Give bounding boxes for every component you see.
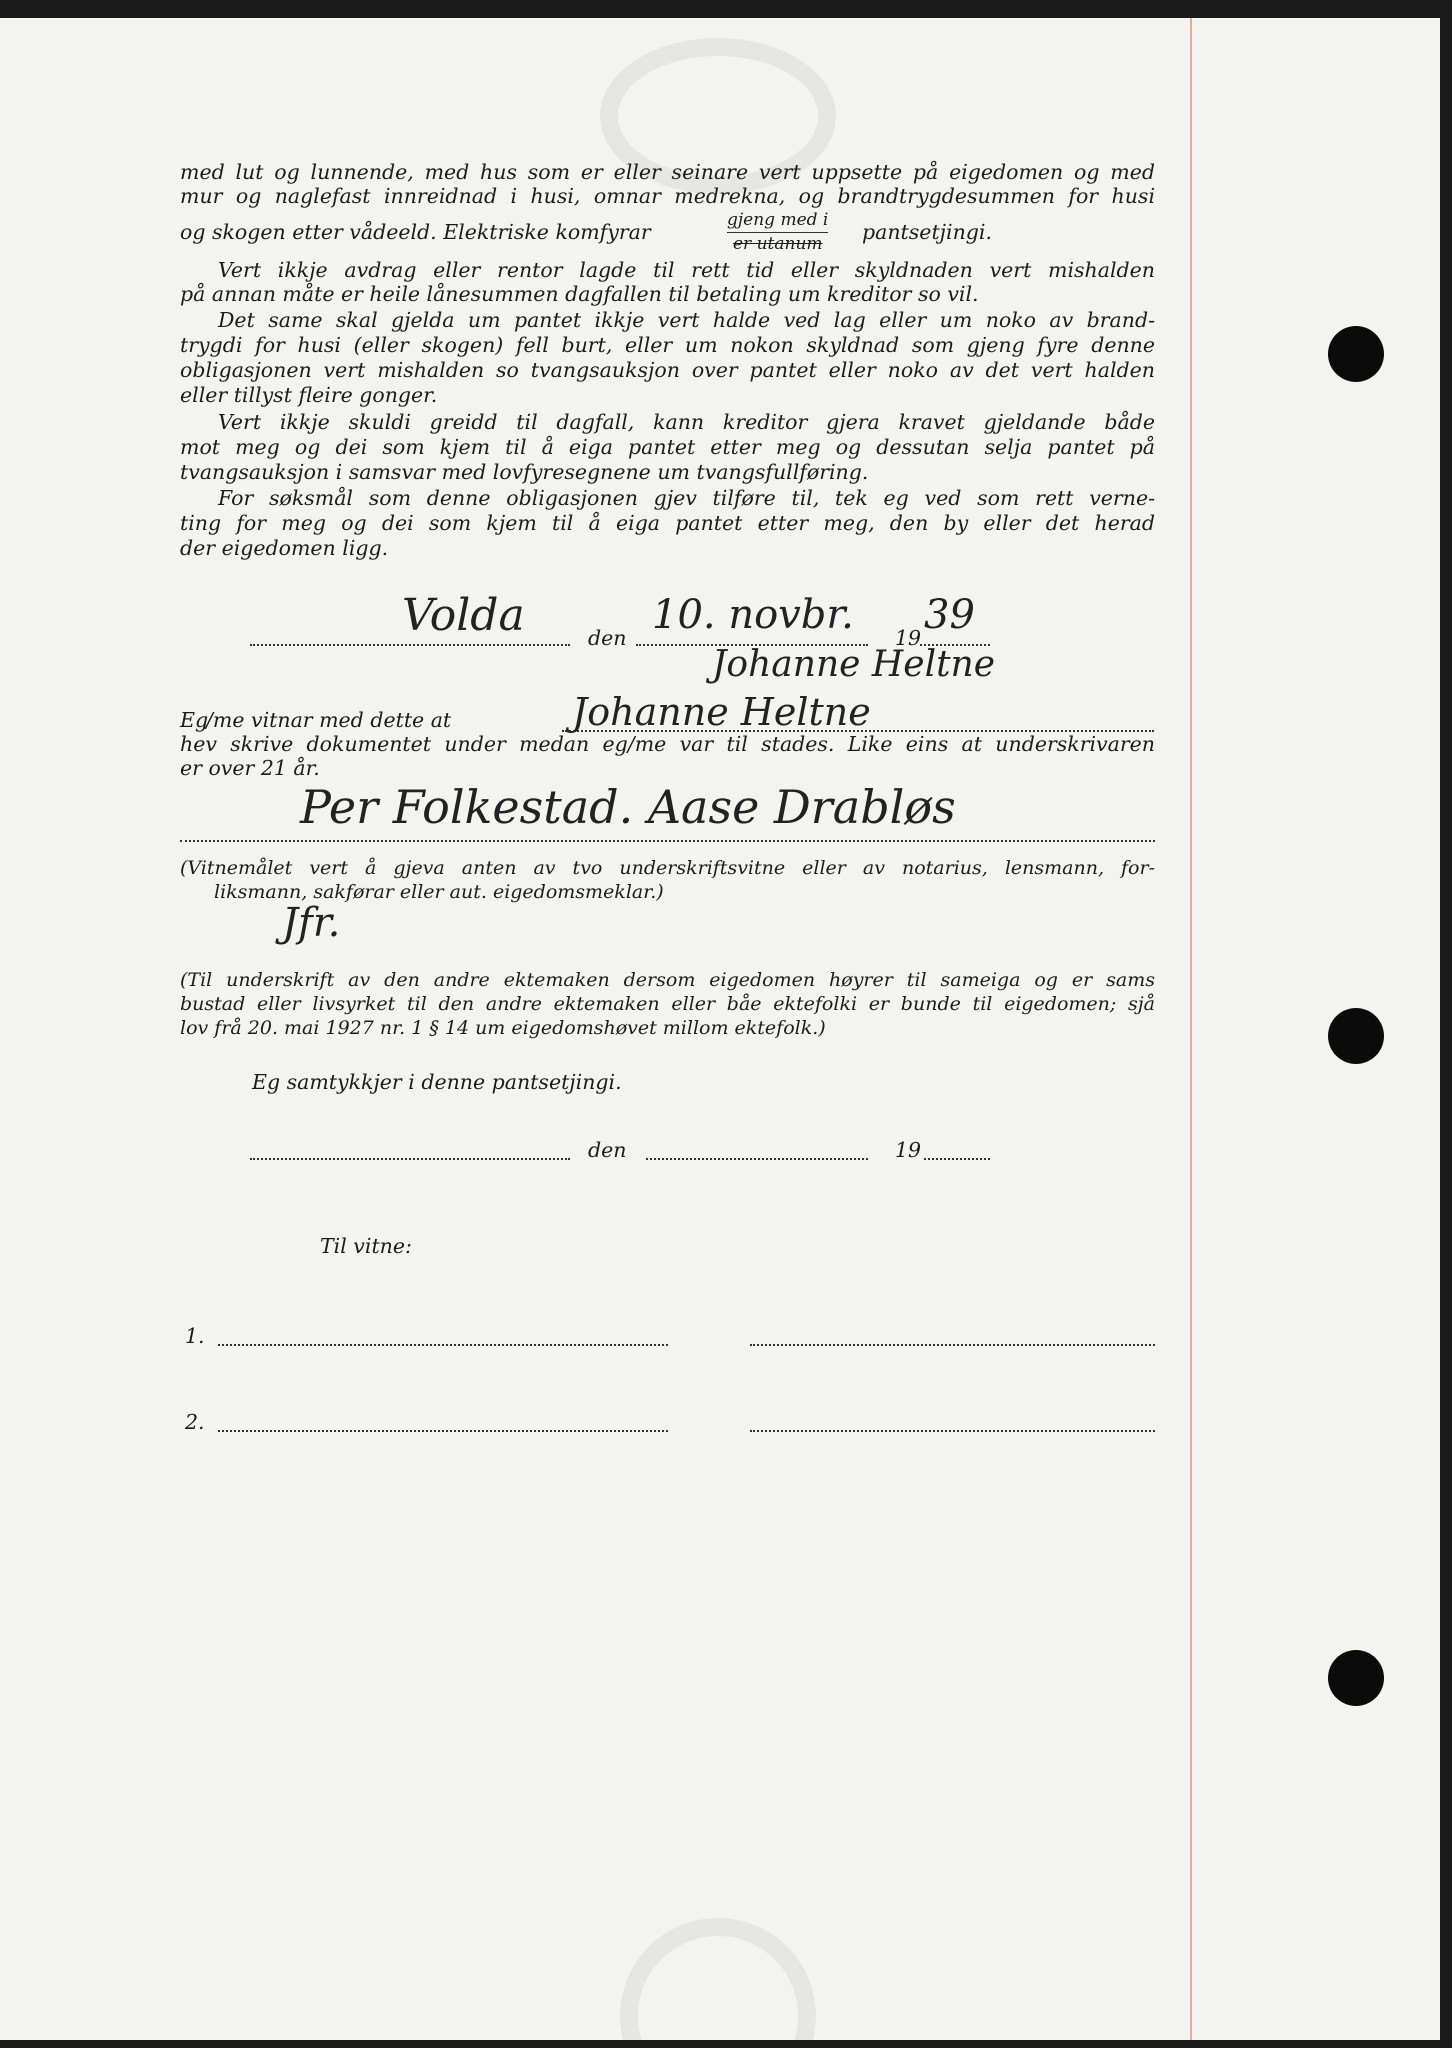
witness-line: er over 21 år. bbox=[180, 756, 320, 780]
paragraph-line: ting for meg og dei som kjem til å eiga pantet etter meg, den by eller det herad bbox=[180, 511, 1155, 535]
spouse-witness-2-dotted-line bbox=[218, 1430, 668, 1432]
handwritten-signature: Johanne Heltne bbox=[712, 644, 996, 685]
paragraph-line: Det same skal gjelda um pantet ikkje vert halde ved lag eller um noko av brand- bbox=[218, 308, 1155, 332]
spouse-date-dotted-line bbox=[646, 1158, 868, 1160]
year-prefix: 19 bbox=[895, 626, 922, 650]
choice-option-gjeng-med-i: gjeng med i bbox=[727, 208, 828, 233]
punch-hole bbox=[1328, 1650, 1384, 1706]
witness-note: (Vitnemålet vert å gjeva anten av tvo underskriftsvitne eller av notarius, lensmann, for- bbox=[180, 857, 1155, 879]
spouse-witness-2b-dotted-line bbox=[750, 1430, 1155, 1432]
spouse-note: lov frå 20. mai 1927 nr. 1 § 14 um eigedomshøvet millom ektefolk.) bbox=[180, 1017, 826, 1039]
spouse-den-label: den bbox=[588, 1138, 627, 1162]
handwritten-place: Volda bbox=[402, 590, 525, 641]
punch-hole bbox=[1328, 326, 1384, 382]
paragraph-line: tvangsauksjon i samsvar med lovfyresegnene um tvangsfullføring. bbox=[180, 460, 869, 484]
paragraph-line: Vert ikkje skuldi greidd til dagfall, kann kreditor gjera kravet gjeldande både bbox=[218, 410, 1155, 434]
witness-line-eg: Eg bbox=[180, 708, 209, 732]
spouse-witness-1b-dotted-line bbox=[750, 1344, 1155, 1346]
bleed-through-mark bbox=[620, 1918, 816, 2040]
paragraph-line: eller tillyst fleire gonger. bbox=[180, 383, 438, 407]
paragraph-line: der eigedomen ligg. bbox=[180, 536, 389, 560]
paragraph-line: pantsetjingi. bbox=[862, 220, 992, 244]
witness-number-2: 2. bbox=[185, 1410, 205, 1434]
spouse-note: (Til underskrift av den andre ektemaken dersom eigedomen høyrer til sameiga og er sams bbox=[180, 969, 1155, 991]
handwritten-witnessed-name: Johanne Heltne bbox=[572, 690, 871, 734]
punch-hole bbox=[1328, 1008, 1384, 1064]
paragraph-line: mot meg og dei som kjem til å eiga pantet etter meg og dessutan selja pantet på bbox=[180, 435, 1155, 459]
spouse-year-dotted-line bbox=[924, 1158, 990, 1160]
paragraph-line: For søksmål som denne obligasjonen gjev tilføre til, tek eg ved som rett verne- bbox=[218, 486, 1155, 510]
witness-line-vitnar: /me vitnar med dette at bbox=[206, 708, 452, 732]
margin-line bbox=[1190, 18, 1192, 2040]
paragraph-line: obligasjonen vert mishalden so tvangsauksjon over pantet eller noko av det vert halden bbox=[180, 358, 1155, 382]
paragraph-line: med lut og lunnende, med hus som er eller seinare vert uppsette på eigedomen og med bbox=[180, 160, 1155, 184]
paragraph-line: trygdi for husi (eller skogen) fell burt, eller um nokon skyldnad som gjeng fyre denne bbox=[180, 333, 1155, 357]
handwritten-witness-signatures: Per Folkestad. Aase Drabløs bbox=[300, 780, 956, 834]
spouse-place-dotted-line bbox=[250, 1158, 570, 1160]
handwritten-date: 10. novbr. bbox=[652, 592, 854, 638]
paragraph-line: på annan måte er heile lånesummen dagfallen til betaling um kreditor so vil. bbox=[180, 282, 979, 306]
choice-option-er-utanum: er utanum bbox=[733, 234, 823, 254]
witness-line: hev skrive dokumentet under medan eg/me var til stades. Like eins at underskrivaren bbox=[180, 732, 1155, 756]
consent-statement: Eg samtykkjer i denne pantsetjingi. bbox=[252, 1070, 622, 1094]
paragraph-line: mur og naglefast innreidnad i husi, omnar medrekna, og brandtrygdesummen for husi bbox=[180, 184, 1155, 208]
place-dotted-line bbox=[250, 644, 570, 646]
witness-number-1: 1. bbox=[185, 1324, 205, 1348]
witness-note: liksmann, sakførar eller aut. eigedomsmeklar.) bbox=[214, 881, 664, 903]
til-vitne-label: Til vitne: bbox=[320, 1234, 412, 1258]
date-den-label: den bbox=[588, 626, 627, 650]
handwritten-year: 39 bbox=[924, 592, 975, 638]
spouse-year-label: 19 bbox=[895, 1138, 922, 1162]
paragraph-line: og skogen etter vådeeld. Elektriske komfyrar bbox=[180, 220, 651, 244]
document-page bbox=[0, 18, 1440, 2040]
spouse-note: bustad eller livsyrket til den andre ektemaken eller båe ektefolki er bunde til eigedomen; sjå bbox=[180, 993, 1155, 1015]
witness-signature-dotted-line bbox=[180, 840, 1155, 842]
spouse-witness-1-dotted-line bbox=[218, 1344, 668, 1346]
paragraph-line: Vert ikkje avdrag eller rentor lagde til rett tid eller skyldnaden vert mishalden bbox=[218, 258, 1155, 282]
handwritten-initials: Jfr. bbox=[282, 900, 341, 946]
